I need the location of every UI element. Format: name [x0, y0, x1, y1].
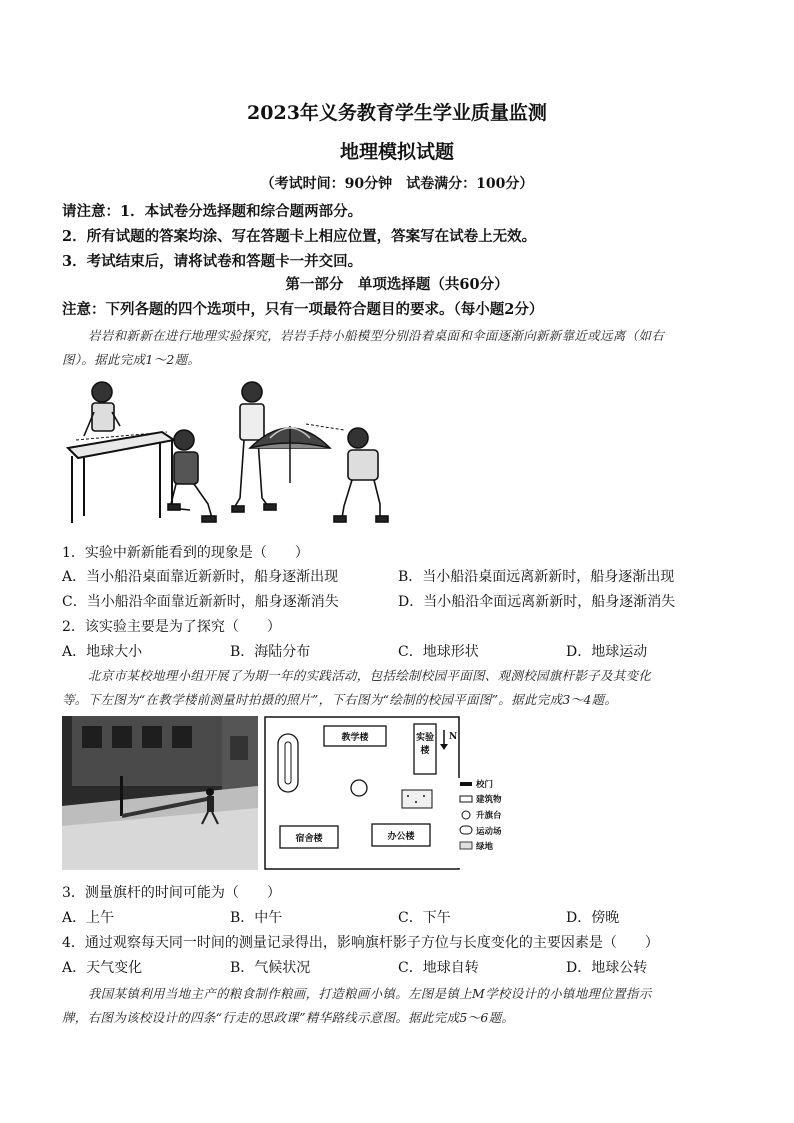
passage-1-line-1: 岩岩和新新在进行地理实验探究，岩岩手持小船模型分别沿着桌面和伞面逐渐向新新靠近或远离（如右 [88, 328, 665, 343]
q1-option-b[interactable]: B．当小船沿桌面远离新新时，船身逐渐出现 [398, 569, 675, 585]
map-label-lab: 实验楼 [415, 733, 434, 756]
map-label-office: 办公楼 [387, 832, 415, 842]
q4-option-d[interactable]: D．地球公转 [566, 960, 648, 976]
q4-option-b[interactable]: B．气候状况 [230, 960, 311, 976]
q1-option-a[interactable]: A．当小船沿桌面靠近新新时，船身逐渐出现 [62, 569, 339, 585]
passage-1-line-2: 图）。据此完成1～2题。 [62, 352, 201, 367]
q2-option-c[interactable]: C．地球形状 [398, 644, 479, 660]
legend-sports-field: 运动场 [476, 827, 502, 837]
q3-option-d[interactable]: D．傍晚 [566, 910, 620, 926]
q1-option-c[interactable]: C．当小船沿伞面靠近新新时，船身逐渐消失 [62, 594, 339, 610]
q2-option-d[interactable]: D．地球运动 [566, 644, 648, 660]
q1-stem: 1．实验中新新能看到的现象是（ ） [62, 545, 309, 561]
legend-gate: 校门 [476, 780, 494, 790]
passage-3-line-1: 我国某镇利用当地主产的粮食制作粮画，打造粮画小镇。左图是镇上M学校设计的小镇地理位置指示 [88, 986, 652, 1001]
experiment-illustration [62, 378, 394, 528]
q2-option-b[interactable]: B．海陆分布 [230, 644, 311, 660]
q3-option-b[interactable]: B．中午 [230, 910, 283, 926]
note-2: 2．所有试题的答案均涂、写在答题卡上相应位置，答案写在试卷上无效。 [62, 228, 537, 245]
q2-stem: 2．该实验主要是为了探究（ ） [62, 619, 281, 635]
passage-3-line-2: 牌，右图为该校设计的四条“行走的思政课”精华路线示意图。据此完成5～6题。 [62, 1010, 515, 1025]
legend-flag-platform: 升旗台 [476, 811, 502, 821]
legend-building: 建筑物 [476, 795, 502, 805]
map-label-dorm: 宿舍楼 [295, 834, 323, 844]
campus-map [264, 716, 460, 870]
q4-option-a[interactable]: A．天气变化 [62, 960, 143, 976]
flagpole-photo [62, 716, 258, 870]
q4-option-c[interactable]: C．地球自转 [398, 960, 479, 976]
q3-option-c[interactable]: C．下午 [398, 910, 451, 926]
note-1: 请注意：1．本试卷分选择题和综合题两部分。 [62, 203, 363, 220]
map-label-teaching: 教学楼 [341, 733, 369, 743]
exam-subtitle: 地理模拟试题 [339, 141, 454, 163]
exam-info: （考试时间：90分钟 试卷满分：100分） [260, 176, 534, 192]
section-instruction: 注意：下列各题的四个选项中，只有一项最符合题目的要求。（每小题2分） [62, 301, 544, 318]
q3-stem: 3．测量旗杆的时间可能为（ ） [62, 885, 281, 901]
exam-title: 2023年义务教育学生学业质量监测 [247, 102, 547, 124]
q1-option-d[interactable]: D．当小船沿伞面远离新新时，船身逐渐消失 [398, 594, 676, 610]
section-title: 第一部分 单项选择题（共60分） [285, 276, 509, 293]
map-north-label: N [449, 732, 458, 742]
passage-2-line-1: 北京市某校地理小组开展了为期一年的实践活动，包括绘制校园平面图、观测校园旗杆影子及其变化 [88, 668, 652, 683]
note-3: 3．考试结束后，请将试卷和答题卡一并交回。 [62, 253, 363, 270]
map-legend [458, 778, 510, 868]
q2-option-a[interactable]: A．地球大小 [62, 644, 143, 660]
q3-option-a[interactable]: A．上午 [62, 910, 115, 926]
q4-stem: 4．通过观察每天同一时间的测量记录得出，影响旗杆影子方位与长度变化的主要因素是（ ） [62, 935, 659, 951]
passage-2-line-2: 等。下左图为“在教学楼前测量时拍摄的照片”，下右图为“绘制的校园平面图”。据此完成3～4题。 [62, 692, 618, 707]
legend-green-space: 绿地 [476, 842, 494, 852]
